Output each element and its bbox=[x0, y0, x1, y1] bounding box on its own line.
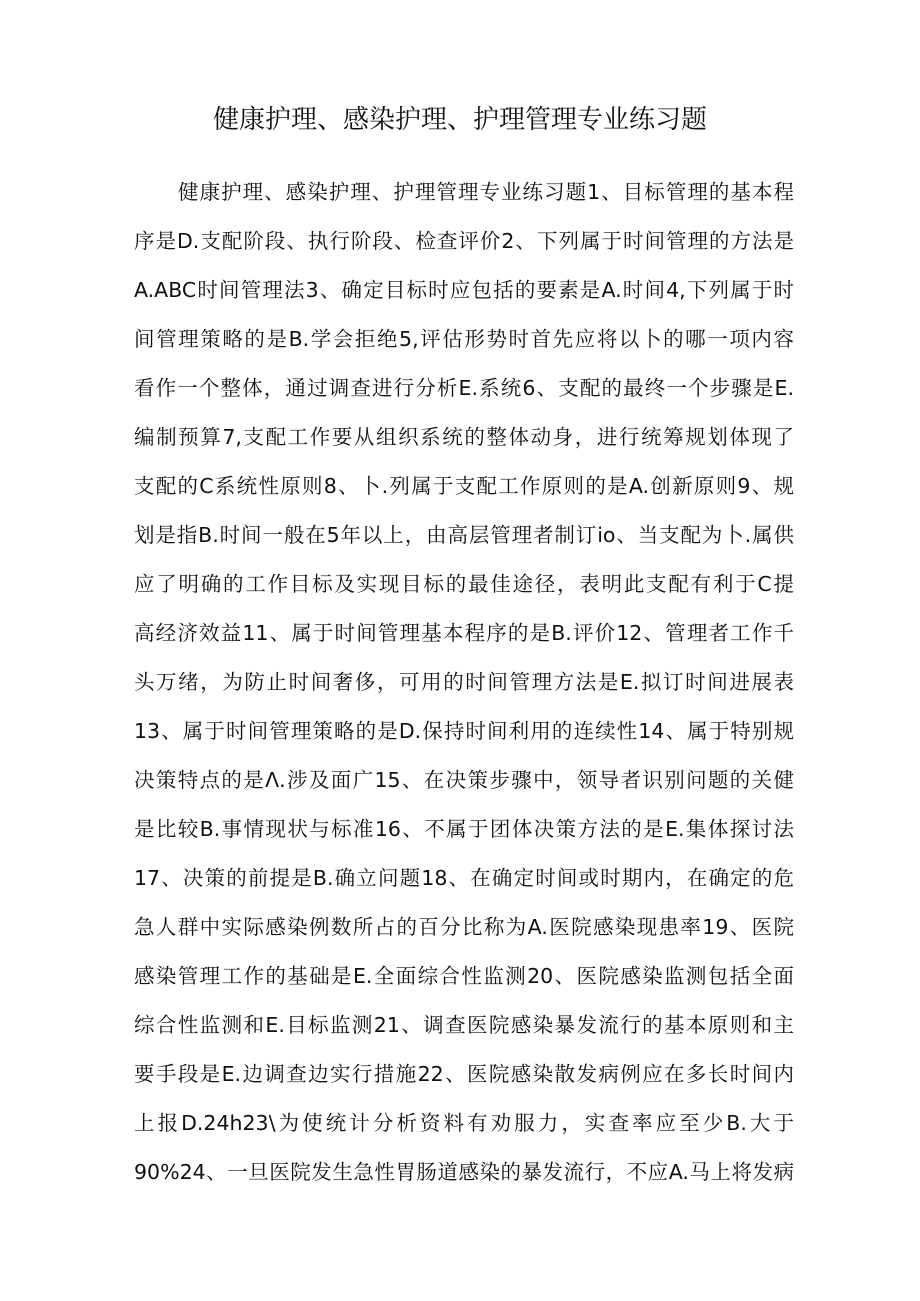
body-line: 17、决策的前提是B.确立问题18、在确定时间或时期内，在确定的危 bbox=[134, 866, 794, 890]
body-line: 感染管理工作的基础是E.全面综合性监测20、医院感染监测包括全面 bbox=[134, 964, 794, 988]
body-line: 上报D.24h23\为使统计分析资料有劝服力，实查率应至少B.大于 bbox=[134, 1111, 794, 1135]
body-line: 13、属于时间管理策略的是D.保持时间利用的连续性14、属于特别规 bbox=[134, 719, 794, 743]
body-line: 支配的C系统性原则8、卜.列属于支配工作原则的是A.创新原则9、规 bbox=[134, 474, 794, 498]
body-line: 综合性监测和E.目标监测21、调查医院感染暴发流行的基本原则和主 bbox=[134, 1013, 794, 1037]
body-line: 要手段是E.边调查边实行措施22、医院感染散发病例应在多长时间内 bbox=[134, 1062, 794, 1086]
body-line: 决策特点的是Λ.涉及面广15、在决策步骤中，领导者识别问题的关健 bbox=[134, 768, 794, 792]
body-line: 序是D.支配阶段、执行阶段、检查评价2、下列属于时间管理的方法是 bbox=[134, 229, 794, 253]
body-line: 高经济效益11、属于时间管理基本程序的是B.评价12、管理者工作千 bbox=[134, 621, 794, 645]
body-line: 看作一个整体，通过调查进行分析E.系统6、支配的最终一个步骤是E. bbox=[134, 376, 794, 400]
document-title: 健康护理、感染护理、护理管理专业练习题 bbox=[212, 105, 707, 135]
body-line: 划是指B.时间一般在5年以上，由高层管理者制订io、当支配为卜.属供 bbox=[134, 523, 794, 547]
body-line: 间管理策略的是B.学会拒绝5,评估形势时首先应将以卜的哪一项内容 bbox=[134, 327, 794, 351]
body-line: 急人群中实际感染例数所占的百分比称为A.医院感染现患率19、医院 bbox=[134, 915, 794, 939]
body-line: 健康护理、感染护理、护理管理专业练习题1、目标管理的基本程 bbox=[178, 180, 794, 204]
body-line: 编制预算7,支配工作要从组织系统的整体动身，进行统筹规划体现了 bbox=[134, 425, 794, 449]
body-line: 是比较B.事情现状与标准16、不属于团体决策方法的是E.集体探讨法 bbox=[134, 817, 794, 841]
body-line: 90%24、一旦医院发生急性胃肠道感染的暴发流行，不应A.马上将发病 bbox=[134, 1160, 794, 1184]
body-line: 应了明确的工作目标及实现目标的最佳途径，表明此支配有利于C提 bbox=[134, 572, 794, 596]
body-line: 头万绪，为防止时间奢侈，可用的时间管理方法是E.拟订时间进展表 bbox=[134, 670, 794, 694]
body-line: A.ABC时间管理法3、确定目标时应包括的要素是A.时间4,下列属于时 bbox=[134, 278, 794, 302]
document-body bbox=[134, 168, 794, 1197]
